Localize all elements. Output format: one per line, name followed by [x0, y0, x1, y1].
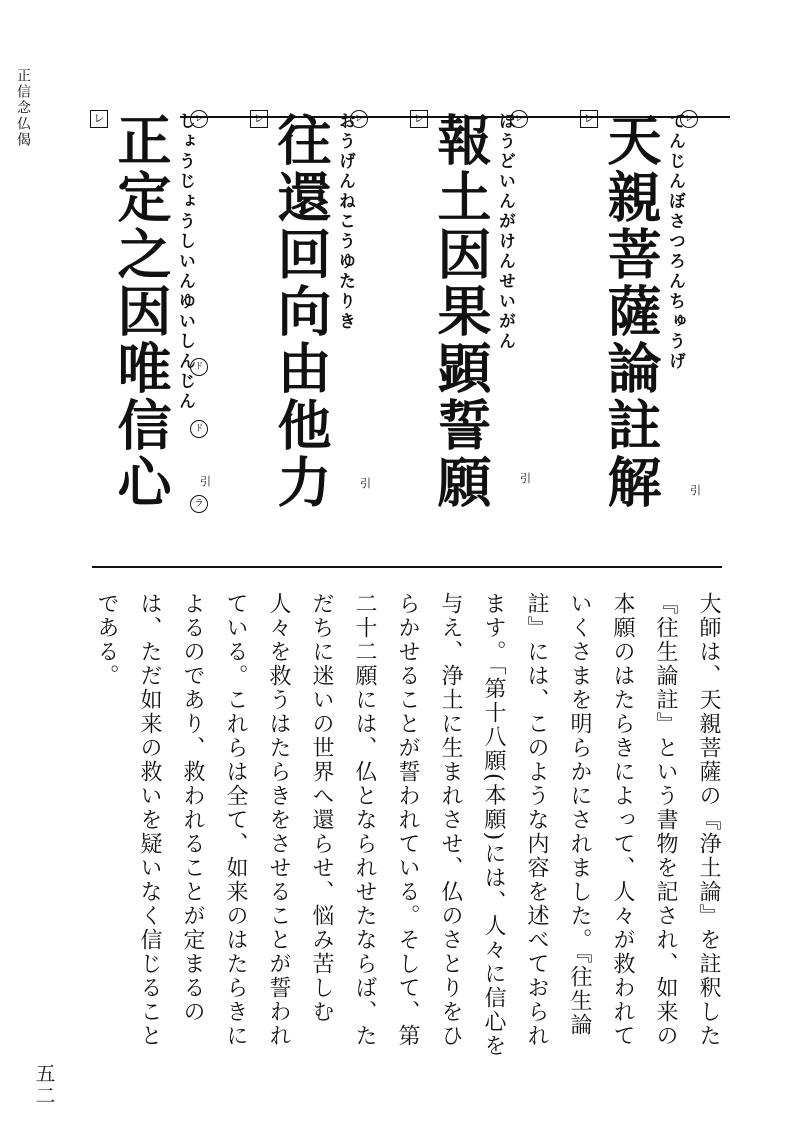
return-mark: レ — [580, 110, 598, 128]
prolong-mark: 引 — [520, 472, 531, 485]
return-mark: レ — [250, 110, 268, 128]
prolong-mark: 引 — [360, 477, 371, 490]
verse-ruby: おうげんねこうゆたりき — [335, 112, 355, 332]
tone-mark: レ — [350, 110, 368, 128]
verse-line-4 — [90, 90, 250, 550]
verse-ruby: ほうどいんがけんせいがん — [495, 112, 515, 352]
running-title: 正信念仏偈 — [15, 68, 31, 148]
tone-mark: ラ — [190, 495, 208, 513]
tone-mark: レ — [510, 110, 528, 128]
tone-mark: レ — [680, 110, 698, 128]
page-number: 五二 — [32, 1063, 56, 1107]
return-mark: レ — [410, 110, 428, 128]
verse-line-3 — [250, 90, 410, 550]
verse-line-1 — [580, 90, 740, 550]
prolong-mark: 引 — [200, 475, 211, 488]
verse-ruby: てんじんぼさつろんちゅうげ — [665, 112, 685, 372]
verse-block — [60, 90, 740, 550]
verse-kanji: 正定之因唯信心 — [109, 112, 172, 511]
verse-ruby: しょうじょうしいんゆいしんじん — [175, 112, 195, 412]
verse-kanji: 報土因果顕誓願 — [429, 112, 492, 511]
commentary-text: 大師は、天親菩薩の『浄土論』を註釈した『往生論註』という書物を記され、如来の本願のはたらきによって、人々が救われていくさまを明らかにされました。『往生論註』には、このような内容を述べておられます。「第十八願(本願)には、人々に信心を与え、浄土に生まれさせ、仏のさとりをひらかせることが誓われている。そして、第二十二願には、仏となられせたならば、ただちに迷いの世界へ還らせ、悩み苦しむ人々を救うはたらきをさせることが誓われている。これらは全て、如来のはたらきによるのであり、救われることが定まるのは、ただ如来の救いを疑いなく信じることである。 — [94, 592, 721, 1059]
prolong-mark: 引 — [690, 484, 701, 497]
tone-mark: ド — [190, 420, 208, 438]
tone-mark: レ — [190, 110, 208, 128]
return-mark: レ — [90, 110, 108, 128]
section-divider — [92, 566, 722, 568]
verse-line-2 — [410, 90, 570, 550]
verse-kanji: 往還回向由他力 — [269, 112, 332, 511]
verse-kanji: 天親菩薩論註解 — [599, 112, 662, 511]
tone-mark: ド — [190, 358, 208, 376]
